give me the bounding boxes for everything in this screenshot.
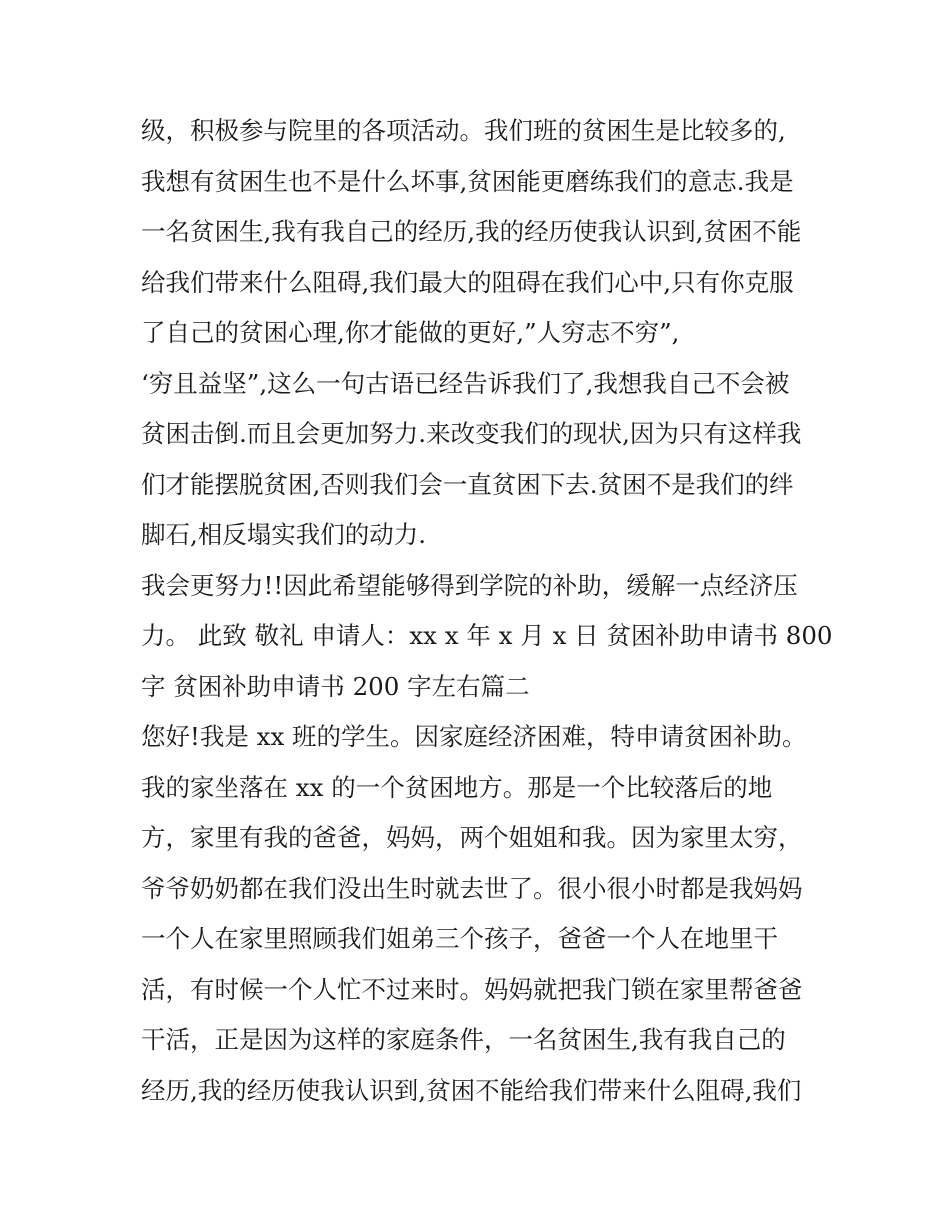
- text-line: 贫困击倒.而且会更加努力.来改变我们的现状,因为只有这样我: [141, 419, 802, 448]
- text-line: 力。 此致 敬礼 申请人：xx x 年 x 月 x 日 贫困补助申请书 800: [141, 621, 833, 650]
- text-line: 级，积极参与院里的各项活动。我们班的贫困生是比较多的,: [141, 116, 786, 145]
- text-line: 经历,我的经历使我认识到,贫困不能给我们带来什么阻碍,我们: [141, 1075, 802, 1105]
- text-line: 您好!我是 xx 班的学生。因家庭经济困难，特申请贫困补助。: [141, 722, 807, 751]
- text-line: 爷爷奶奶都在我们没出生时就去世了。很小很小时都是我妈妈: [141, 873, 803, 903]
- document-body: [141, 106, 833, 1116]
- text-line: 一名贫困生,我有我自己的经历,我的经历使我认识到,贫困不能: [141, 217, 802, 246]
- text-line: 我的家坐落在 xx 的一个贫困地方。那是一个比较落后的地: [141, 772, 773, 802]
- text-line: 方，家里有我的爸爸，妈妈，两个姐姐和我。因为家里太穷，: [141, 823, 803, 852]
- text-line: 我会更努力!!因此希望能够得到学院的补助，缓解一点经济压: [141, 570, 798, 600]
- text-line: ‘穷且益坚”,这么一句古语已经告诉我们了,我想我自己不会被: [141, 368, 790, 398]
- text-line: 一个人在家里照顾我们姐弟三个孩子，爸爸一个人在地里干: [141, 924, 778, 953]
- text-line: 们才能摆脱贫困,否则我们会一直贫困下去.贫困不是我们的绊: [141, 469, 794, 499]
- text-line: 脚石,相反塌实我们的动力.: [141, 520, 427, 549]
- text-line: 我想有贫困生也不是什么坏事,贫困能更磨练我们的意志.我是: [141, 166, 794, 196]
- text-line: 给我们带来什么阻碍,我们最大的阻碍在我们心中,只有你克服: [141, 267, 794, 297]
- text-line: 字 贫困补助申请书 200 字左右篇二: [141, 671, 530, 701]
- text-line: 干活，正是因为这样的家庭条件，一名贫困生,我有我自己的: [141, 1025, 786, 1054]
- text-line: 了自己的贫困心理,你才能做的更好,”人穷志不穷”,: [141, 318, 680, 347]
- text-line: 活，有时候一个人忙不过来时。妈妈就把我门锁在家里帮爸爸: [141, 974, 803, 1004]
